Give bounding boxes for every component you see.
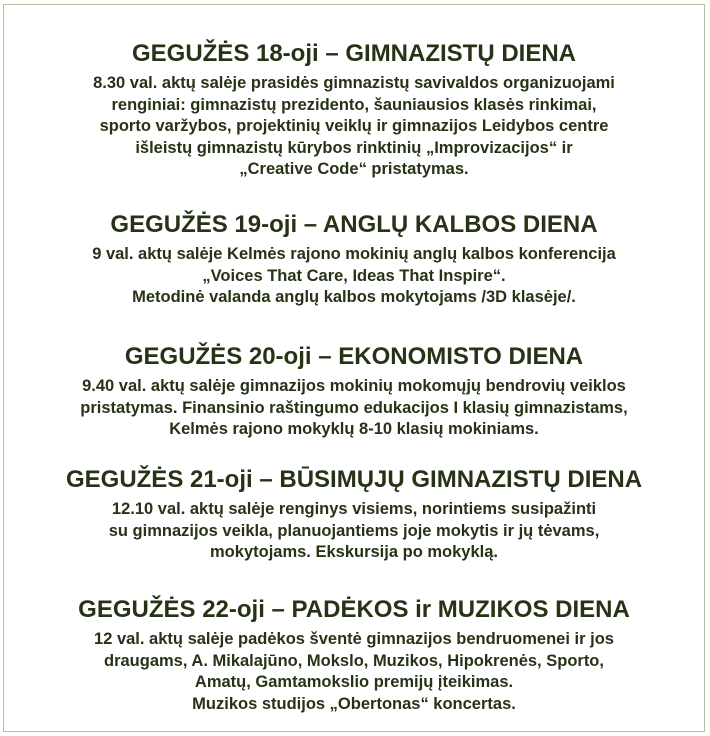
description-line: sporto varžybos, projektinių veiklų ir gimnazijos Leidybos centre — [99, 117, 609, 136]
day-section-may-19 — [4, 210, 704, 309]
day-description — [4, 244, 704, 309]
description-line: renginiai: gimnazistų prezidento, šauniausios klasės rinkimai, — [111, 95, 597, 114]
day-section-may-20 — [4, 342, 704, 441]
description-line: 8.30 val. aktų salėje prasidės gimnazistų savivaldos organizuojami — [93, 74, 615, 92]
description-line: su gimnazijos veikla, planuojantiems joje mokytis ir jų tėvams, — [108, 521, 600, 540]
day-title: GEGUŽĖS 22-oji – PADĖKOS ir MUZIKOS DIENA — [78, 596, 630, 623]
description-line: Amatų, Gamtamokslio premijų įteikimas. — [194, 673, 514, 692]
description-line: „Voices That Care, Ideas That Inspire“. — [202, 266, 506, 285]
day-section-may-18 — [4, 39, 704, 181]
description-line: 9 val. aktų salėje Kelmės rajono mokinių anglų kalbos konferencija — [92, 245, 616, 263]
program-panel — [3, 4, 705, 732]
description-line: Muzikos studijos „Obertonas“ koncertas. — [192, 694, 516, 713]
description-line: 12 val. aktų salėje padėkos šventė gimnazijos bendruomenei ir jos — [94, 630, 614, 648]
day-description — [4, 629, 704, 715]
day-title: GEGUŽĖS 20-oji – EKONOMISTO DIENA — [124, 343, 584, 370]
description-line: „Creative Code“ pristatymas. — [239, 160, 469, 179]
description-line: Metodinė valanda anglų kalbos mokytojams /3D klasėje/. — [132, 288, 576, 307]
day-title: GEGUŽĖS 21-oji – BŪSIMŲJŲ GIMNAZISTŲ DIENA — [65, 466, 643, 493]
day-section-may-22 — [4, 595, 704, 715]
day-description — [4, 499, 704, 564]
description-line: mokytojams. Ekskursija po mokyklą. — [210, 543, 498, 562]
description-line: pristatymas. Finansinio raštingumo edukacijos I klasių gimnazistams, — [80, 398, 628, 417]
description-line: Kelmės rajono mokyklų 8-10 klasių mokiniams. — [169, 420, 539, 439]
description-line: 12.10 val. aktų salėje renginys visiems, norintiems susipažinti — [111, 500, 597, 518]
description-line: draugams, A. Mikalajūno, Mokslo, Muzikos, Hipokrenės, Sporto, — [104, 651, 604, 670]
day-title: GEGUŽĖS 18-oji – GIMNAZISTŲ DIENA — [131, 40, 577, 67]
description-line: išleistų gimnazistų kūrybos rinktinių „Improvizacijos“ ir — [135, 138, 573, 157]
day-description — [4, 376, 704, 441]
description-line: 9.40 val. aktų salėje gimnazijos mokinių mokomųjų bendrovių veiklos — [82, 377, 626, 395]
day-title: GEGUŽĖS 19-oji – ANGLŲ KALBOS DIENA — [110, 211, 598, 238]
day-description — [4, 73, 704, 181]
day-section-may-21 — [4, 465, 704, 564]
